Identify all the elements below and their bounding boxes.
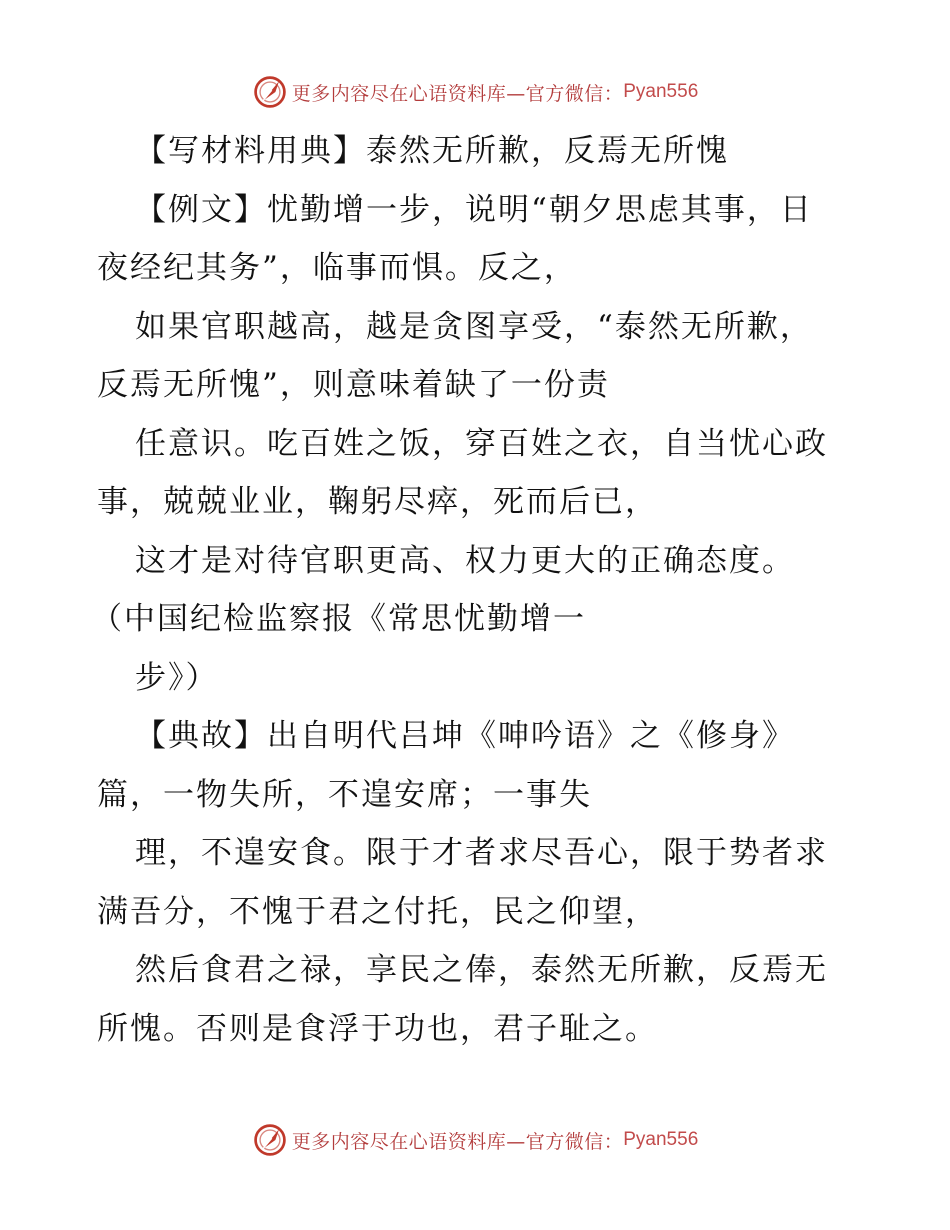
footer-banner-text: 更多内容尽在心语资料库—官方微信： (291, 1130, 624, 1153)
body-line: （中国纪检监察报《常思忧勤增一 (91, 601, 586, 637)
body-line: 这才是对待官职更高、权力更大的正确态度。 (135, 542, 795, 579)
header-banner (0, 72, 950, 112)
document-body (91, 122, 857, 1058)
body-line: 如果官职越高，越是贪图享受，“泰然无所歉， (135, 308, 813, 345)
body-line: 事，兢兢业业，鞠躬尽瘁，死而后已， (97, 484, 658, 520)
body-line: 【典故】出自明代吕坤《呻吟语》之《修身》 (135, 718, 795, 754)
body-line: 所愧。否则是食浮于功也，君子耻之。 (97, 1010, 658, 1047)
body-line: 然后食君之禄，享民之俸，泰然无所歉，反焉无 (135, 952, 828, 988)
footer-wechat-id: Pyan556 (623, 1129, 699, 1150)
body-line: 篇，一物失所，不遑安席；一事失 (97, 776, 592, 813)
body-line: 反焉无所愧”，则意味着缺了一份责 (97, 367, 610, 403)
feather-pen-logo-icon (252, 74, 288, 110)
footer-banner (0, 1120, 950, 1160)
body-line: 任意识。吃百姓之饭，穿百姓之衣，自当忧心政 (135, 425, 828, 462)
header-banner-text: 更多内容尽在心语资料库—官方微信： (291, 82, 624, 105)
feather-pen-logo-icon (252, 1122, 288, 1158)
body-line: 满吾分，不愧于君之付托，民之仰望， (97, 893, 658, 930)
body-line: 【例文】忧勤增一步，说明“朝夕思虑其事，日 (135, 191, 813, 228)
body-line: 夜经纪其务”，临事而惧。反之， (97, 250, 577, 286)
body-line: 步》） (135, 659, 219, 696)
header-wechat-id: Pyan556 (623, 81, 699, 102)
body-line: 理，不遑安食。限于才者求尽吾心，限于势者求 (135, 835, 828, 871)
body-line: 【写材料用典】泰然无所歉，反焉无所愧 (135, 133, 729, 169)
